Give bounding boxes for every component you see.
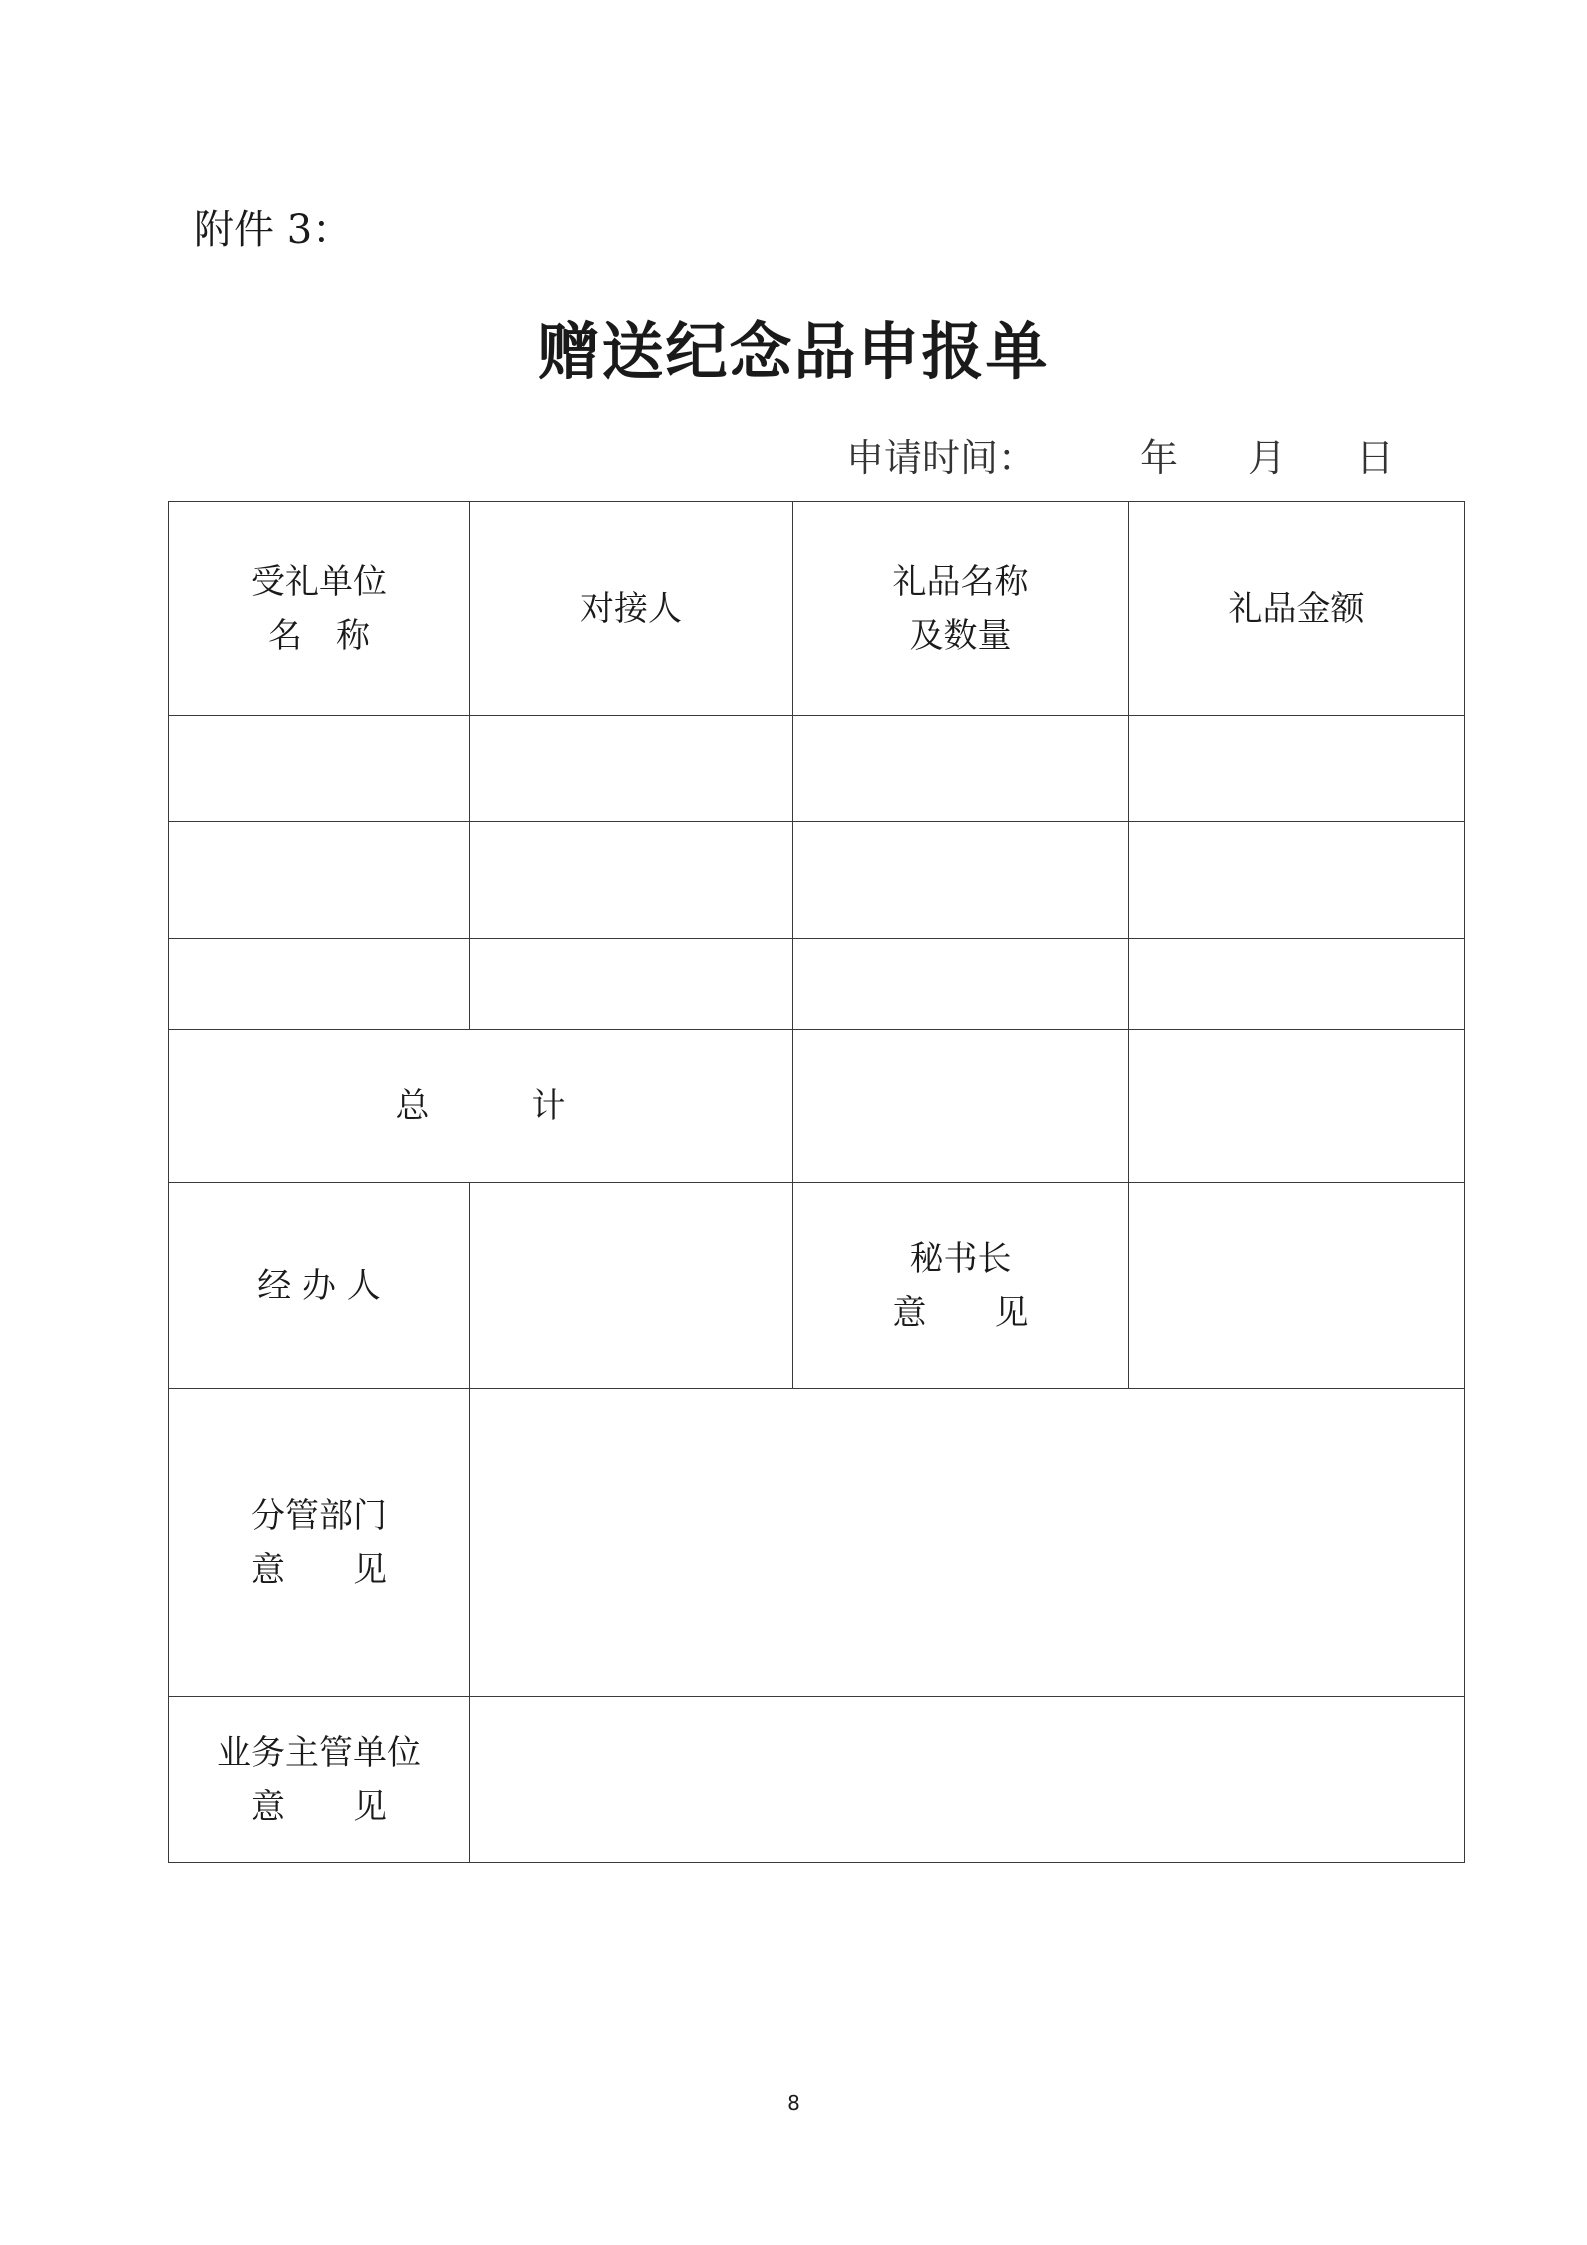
total-label: 总 计 [395, 1086, 566, 1126]
dept-opinion-cell[interactable] [470, 1389, 1465, 1697]
handler-label-cell [169, 1183, 470, 1389]
header-recipient-line1: 受礼单位 [251, 561, 387, 602]
dept-label-cell [169, 1389, 470, 1697]
supervisor-opinion-row [169, 1697, 1465, 1863]
dept-opinion-row [169, 1389, 1465, 1697]
apply-time-month: 月 [1248, 436, 1287, 480]
handler-row [169, 1183, 1465, 1389]
header-recipient-unit [169, 502, 470, 716]
contact-cell[interactable] [470, 716, 793, 822]
secretary-line2: 意 见 [892, 1292, 1029, 1333]
apply-time-label: 申请时间： [846, 436, 1037, 480]
recipient-unit-cell[interactable] [169, 716, 470, 822]
gift-name-cell[interactable] [793, 822, 1129, 939]
header-amount-label: 礼品金额 [1228, 588, 1365, 629]
contact-cell[interactable] [470, 822, 793, 939]
header-gift-amount [1129, 502, 1465, 716]
handler-value-cell[interactable] [470, 1183, 793, 1389]
gift-name-cell[interactable] [793, 939, 1129, 1030]
supervisor-opinion-cell[interactable] [470, 1697, 1465, 1863]
header-recipient-line2: 名 称 [268, 615, 370, 656]
total-amount-cell[interactable] [1129, 1030, 1465, 1183]
header-row [169, 502, 1465, 716]
gift-name-cell[interactable] [793, 716, 1129, 822]
secretary-opinion-cell[interactable] [1129, 1183, 1465, 1389]
total-label-cell [169, 1030, 793, 1183]
table-row [169, 822, 1465, 939]
header-gift-line2: 及数量 [909, 615, 1012, 656]
apply-time-day: 日 [1356, 436, 1395, 480]
header-gift-name [793, 502, 1129, 716]
handler-label: 经 办 人 [257, 1265, 381, 1306]
page-number: 8 [787, 2091, 800, 2115]
total-gift-cell[interactable] [793, 1030, 1129, 1183]
header-gift-line1: 礼品名称 [892, 561, 1029, 602]
total-row [169, 1030, 1465, 1183]
secretary-line1: 秘书长 [909, 1238, 1012, 1279]
gift-declaration-table [168, 501, 1465, 1863]
gift-amount-cell[interactable] [1129, 822, 1465, 939]
gift-amount-cell[interactable] [1129, 716, 1465, 822]
supervisor-line1: 业务主管单位 [217, 1732, 421, 1773]
table-row [169, 939, 1465, 1030]
table-row [169, 716, 1465, 822]
secretary-label-cell [793, 1183, 1129, 1389]
supervisor-line2: 意 见 [251, 1786, 387, 1827]
dept-line1: 分管部门 [251, 1495, 387, 1536]
contact-cell[interactable] [470, 939, 793, 1030]
recipient-unit-cell[interactable] [169, 939, 470, 1030]
gift-amount-cell[interactable] [1129, 939, 1465, 1030]
apply-time-year: 年 [1140, 436, 1179, 480]
supervisor-label-cell [169, 1697, 470, 1863]
header-contact-label: 对接人 [580, 588, 682, 629]
attachment-label: 附件 3： [194, 207, 353, 253]
recipient-unit-cell[interactable] [169, 822, 470, 939]
form-title: 赠送纪念品申报单 [537, 315, 1050, 388]
header-contact [470, 502, 793, 716]
dept-line2: 意 见 [251, 1549, 387, 1590]
apply-time-line [846, 428, 1394, 488]
